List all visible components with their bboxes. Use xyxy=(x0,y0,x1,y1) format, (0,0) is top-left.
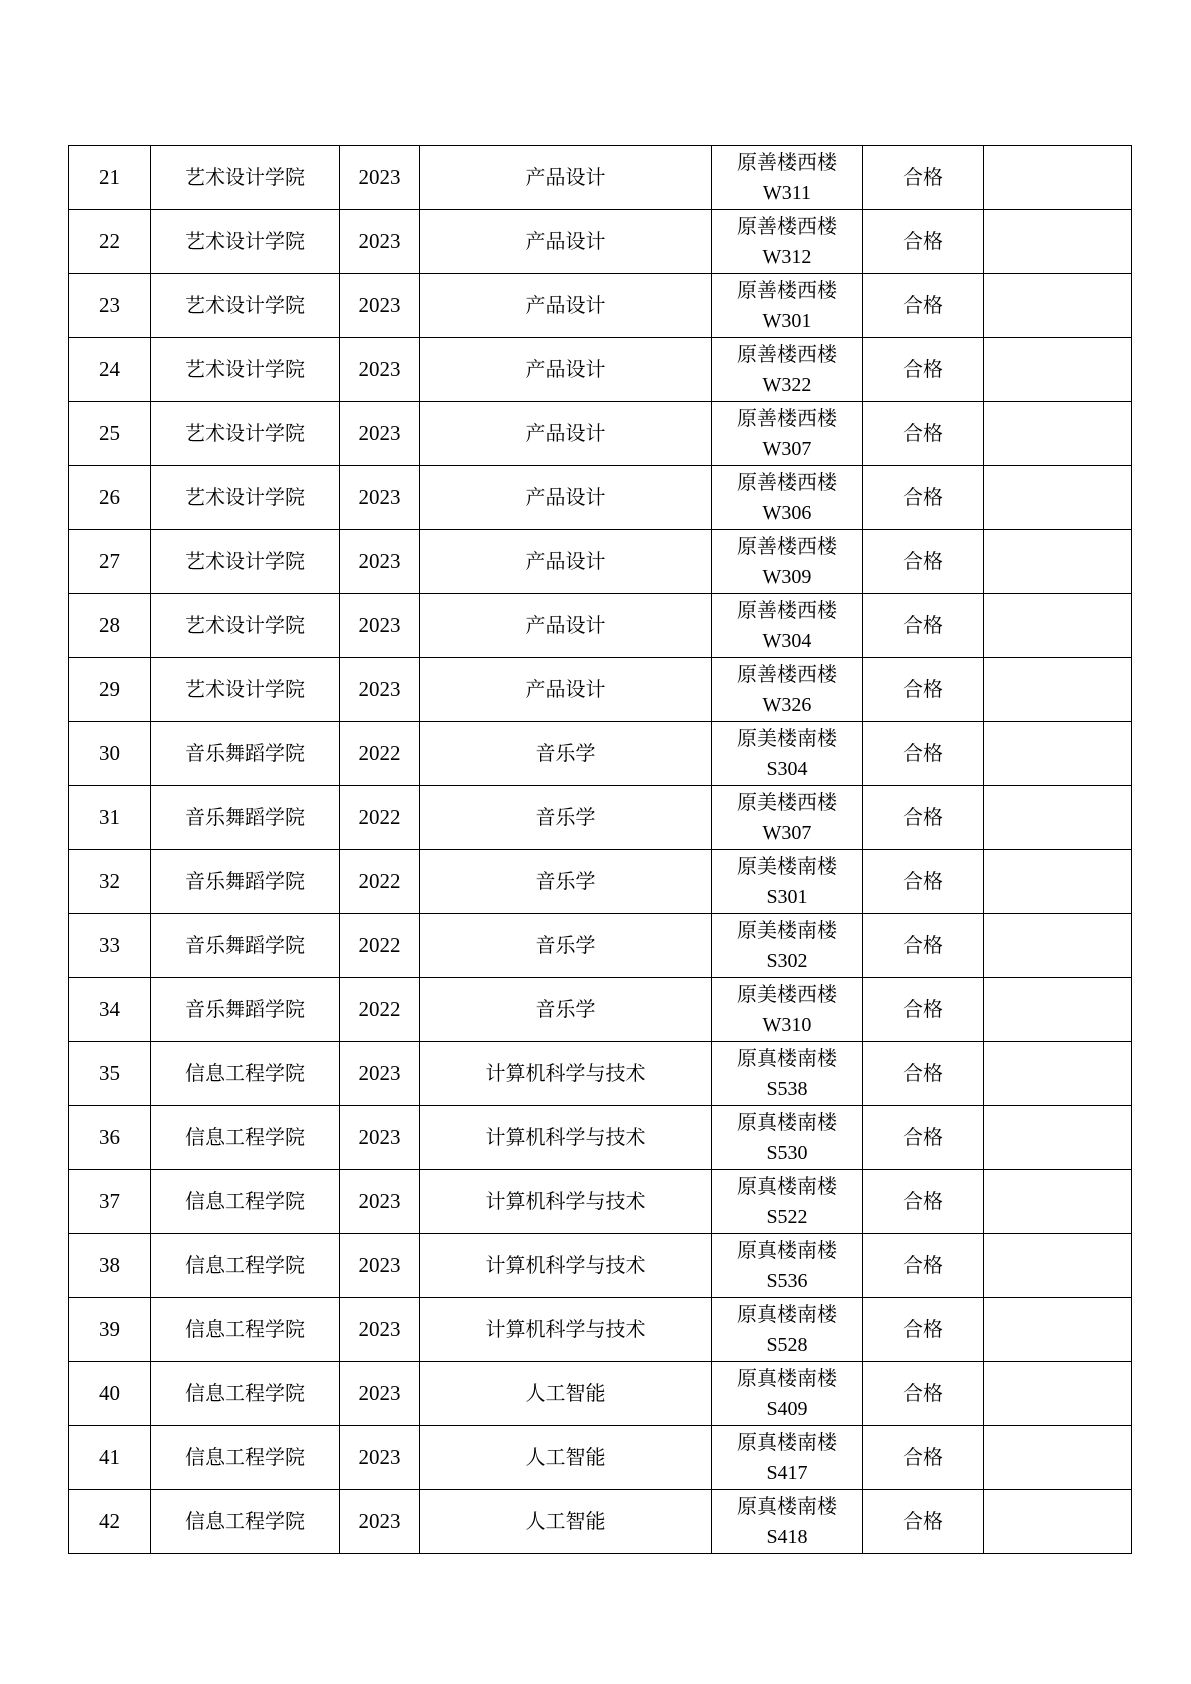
row-number-cell: 35 xyxy=(69,1042,151,1106)
remark-cell xyxy=(984,1426,1132,1490)
dorm-room-number: W311 xyxy=(762,181,812,204)
major-cell: 计算机科学与技术 xyxy=(420,1106,712,1170)
remark-cell xyxy=(984,850,1132,914)
major-cell: 产品设计 xyxy=(420,338,712,402)
college-cell: 艺术设计学院 xyxy=(151,658,340,722)
row-number-cell: 40 xyxy=(69,1362,151,1426)
dorm-room-number: W309 xyxy=(762,565,812,588)
remark-cell xyxy=(984,978,1132,1042)
table-row xyxy=(69,1106,1132,1170)
row-number-cell: 24 xyxy=(69,338,151,402)
table-row xyxy=(69,1426,1132,1490)
major-cell: 音乐学 xyxy=(420,978,712,1042)
major-cell: 产品设计 xyxy=(420,210,712,274)
table-row xyxy=(69,210,1132,274)
major-cell: 音乐学 xyxy=(420,914,712,978)
major-cell: 计算机科学与技术 xyxy=(420,1298,712,1362)
college-cell: 信息工程学院 xyxy=(151,1042,340,1106)
dorm-location-cell xyxy=(712,722,863,786)
row-number-cell: 26 xyxy=(69,466,151,530)
row-number-cell: 25 xyxy=(69,402,151,466)
dorm-room-number: S417 xyxy=(766,1461,808,1484)
major-cell: 产品设计 xyxy=(420,146,712,210)
college-cell: 艺术设计学院 xyxy=(151,210,340,274)
dorm-room-number: W322 xyxy=(762,373,812,396)
table-row xyxy=(69,786,1132,850)
college-cell: 音乐舞蹈学院 xyxy=(151,722,340,786)
remark-cell xyxy=(984,1042,1132,1106)
major-cell: 计算机科学与技术 xyxy=(420,1234,712,1298)
college-cell: 信息工程学院 xyxy=(151,1234,340,1298)
dormitory-inspection-table xyxy=(68,145,1132,1554)
remark-cell xyxy=(984,914,1132,978)
table-row xyxy=(69,274,1132,338)
college-cell: 音乐舞蹈学院 xyxy=(151,978,340,1042)
grade-year-cell: 2023 xyxy=(340,210,420,274)
dorm-room-number: W304 xyxy=(762,629,812,652)
dorm-room-number: S536 xyxy=(766,1269,808,1292)
dorm-room-number: S301 xyxy=(766,885,808,908)
dorm-building: 原真楼南楼 xyxy=(737,1173,837,1198)
dorm-room-number: S530 xyxy=(766,1141,808,1164)
major-cell: 产品设计 xyxy=(420,658,712,722)
result-cell: 合格 xyxy=(863,978,984,1042)
result-cell: 合格 xyxy=(863,1106,984,1170)
dorm-location-cell xyxy=(712,210,863,274)
row-number-cell: 38 xyxy=(69,1234,151,1298)
result-cell: 合格 xyxy=(863,1426,984,1490)
result-cell: 合格 xyxy=(863,1234,984,1298)
table-row xyxy=(69,402,1132,466)
dorm-room-number: W312 xyxy=(762,245,812,268)
grade-year-cell: 2023 xyxy=(340,1234,420,1298)
remark-cell xyxy=(984,210,1132,274)
result-cell: 合格 xyxy=(863,466,984,530)
college-cell: 信息工程学院 xyxy=(151,1426,340,1490)
row-number-cell: 41 xyxy=(69,1426,151,1490)
dorm-room-number: S538 xyxy=(766,1077,808,1100)
remark-cell xyxy=(984,722,1132,786)
dorm-location-cell xyxy=(712,1042,863,1106)
major-cell: 音乐学 xyxy=(420,786,712,850)
row-number-cell: 32 xyxy=(69,850,151,914)
remark-cell xyxy=(984,338,1132,402)
row-number-cell: 33 xyxy=(69,914,151,978)
remark-cell xyxy=(984,1362,1132,1426)
result-cell: 合格 xyxy=(863,1042,984,1106)
table-row xyxy=(69,722,1132,786)
dorm-location-cell xyxy=(712,338,863,402)
dorm-location-cell xyxy=(712,1234,863,1298)
dorm-room-number: W301 xyxy=(762,309,812,332)
major-cell: 产品设计 xyxy=(420,274,712,338)
college-cell: 音乐舞蹈学院 xyxy=(151,850,340,914)
row-number-cell: 28 xyxy=(69,594,151,658)
result-cell: 合格 xyxy=(863,722,984,786)
dorm-room-number: W306 xyxy=(762,501,812,524)
remark-cell xyxy=(984,786,1132,850)
remark-cell xyxy=(984,1234,1132,1298)
remark-cell xyxy=(984,466,1132,530)
dorm-room-number: S528 xyxy=(766,1333,808,1356)
grade-year-cell: 2023 xyxy=(340,338,420,402)
dorm-location-cell xyxy=(712,658,863,722)
college-cell: 信息工程学院 xyxy=(151,1298,340,1362)
row-number-cell: 39 xyxy=(69,1298,151,1362)
dorm-building: 原美楼西楼 xyxy=(737,789,837,814)
dorm-location-cell xyxy=(712,274,863,338)
dorm-location-cell xyxy=(712,1490,863,1554)
result-cell: 合格 xyxy=(863,594,984,658)
result-cell: 合格 xyxy=(863,1298,984,1362)
result-cell: 合格 xyxy=(863,914,984,978)
dorm-building: 原真楼南楼 xyxy=(737,1301,837,1326)
dorm-location-cell xyxy=(712,1298,863,1362)
dorm-location-cell xyxy=(712,466,863,530)
table-body xyxy=(69,146,1132,1554)
result-cell: 合格 xyxy=(863,786,984,850)
grade-year-cell: 2023 xyxy=(340,1490,420,1554)
dorm-building: 原美楼南楼 xyxy=(737,853,837,878)
dorm-building: 原美楼南楼 xyxy=(737,917,837,942)
result-cell: 合格 xyxy=(863,146,984,210)
dorm-location-cell xyxy=(712,1170,863,1234)
remark-cell xyxy=(984,146,1132,210)
dorm-location-cell xyxy=(712,786,863,850)
dorm-room-number: S522 xyxy=(766,1205,808,1228)
result-cell: 合格 xyxy=(863,1170,984,1234)
table-row xyxy=(69,914,1132,978)
result-cell: 合格 xyxy=(863,530,984,594)
major-cell: 音乐学 xyxy=(420,850,712,914)
remark-cell xyxy=(984,274,1132,338)
college-cell: 艺术设计学院 xyxy=(151,466,340,530)
remark-cell xyxy=(984,594,1132,658)
dorm-location-cell xyxy=(712,146,863,210)
dorm-room-number: S304 xyxy=(766,757,808,780)
table-row xyxy=(69,1298,1132,1362)
remark-cell xyxy=(984,658,1132,722)
dorm-room-number: W307 xyxy=(762,437,812,460)
dorm-location-cell xyxy=(712,850,863,914)
table-row xyxy=(69,1042,1132,1106)
grade-year-cell: 2023 xyxy=(340,466,420,530)
major-cell: 计算机科学与技术 xyxy=(420,1042,712,1106)
dorm-building: 原真楼南楼 xyxy=(737,1365,837,1390)
table-row xyxy=(69,1234,1132,1298)
college-cell: 信息工程学院 xyxy=(151,1170,340,1234)
row-number-cell: 27 xyxy=(69,530,151,594)
dorm-building: 原善楼西楼 xyxy=(737,277,837,302)
dorm-location-cell xyxy=(712,594,863,658)
row-number-cell: 36 xyxy=(69,1106,151,1170)
result-cell: 合格 xyxy=(863,1490,984,1554)
remark-cell xyxy=(984,1490,1132,1554)
grade-year-cell: 2022 xyxy=(340,914,420,978)
dorm-building: 原善楼西楼 xyxy=(737,469,837,494)
table-row xyxy=(69,658,1132,722)
dorm-building: 原美楼南楼 xyxy=(737,725,837,750)
dorm-location-cell xyxy=(712,402,863,466)
row-number-cell: 29 xyxy=(69,658,151,722)
college-cell: 艺术设计学院 xyxy=(151,402,340,466)
table-row xyxy=(69,1170,1132,1234)
table-row xyxy=(69,594,1132,658)
grade-year-cell: 2022 xyxy=(340,722,420,786)
grade-year-cell: 2023 xyxy=(340,146,420,210)
dorm-building: 原真楼南楼 xyxy=(737,1493,837,1518)
grade-year-cell: 2023 xyxy=(340,1042,420,1106)
college-cell: 艺术设计学院 xyxy=(151,338,340,402)
college-cell: 艺术设计学院 xyxy=(151,530,340,594)
dorm-building: 原真楼南楼 xyxy=(737,1237,837,1262)
dorm-building: 原美楼西楼 xyxy=(737,981,837,1006)
table-row xyxy=(69,1362,1132,1426)
dorm-location-cell xyxy=(712,914,863,978)
college-cell: 信息工程学院 xyxy=(151,1362,340,1426)
college-cell: 音乐舞蹈学院 xyxy=(151,914,340,978)
grade-year-cell: 2023 xyxy=(340,658,420,722)
grade-year-cell: 2022 xyxy=(340,978,420,1042)
dorm-building: 原善楼西楼 xyxy=(737,405,837,430)
grade-year-cell: 2023 xyxy=(340,402,420,466)
dorm-location-cell xyxy=(712,1106,863,1170)
dorm-location-cell xyxy=(712,530,863,594)
grade-year-cell: 2023 xyxy=(340,594,420,658)
major-cell: 产品设计 xyxy=(420,594,712,658)
grade-year-cell: 2023 xyxy=(340,530,420,594)
major-cell: 人工智能 xyxy=(420,1362,712,1426)
dorm-building: 原善楼西楼 xyxy=(737,341,837,366)
dorm-building: 原善楼西楼 xyxy=(737,597,837,622)
result-cell: 合格 xyxy=(863,402,984,466)
remark-cell xyxy=(984,402,1132,466)
dorm-room-number: W307 xyxy=(762,821,812,844)
college-cell: 信息工程学院 xyxy=(151,1490,340,1554)
remark-cell xyxy=(984,1298,1132,1362)
table-row xyxy=(69,850,1132,914)
grade-year-cell: 2023 xyxy=(340,1170,420,1234)
dorm-location-cell xyxy=(712,1362,863,1426)
table-row xyxy=(69,466,1132,530)
college-cell: 信息工程学院 xyxy=(151,1106,340,1170)
row-number-cell: 31 xyxy=(69,786,151,850)
grade-year-cell: 2023 xyxy=(340,1362,420,1426)
dorm-building: 原真楼南楼 xyxy=(737,1045,837,1070)
dorm-location-cell xyxy=(712,1426,863,1490)
dorm-room-number: W326 xyxy=(762,693,812,716)
dorm-room-number: S409 xyxy=(766,1397,808,1420)
college-cell: 音乐舞蹈学院 xyxy=(151,786,340,850)
major-cell: 产品设计 xyxy=(420,466,712,530)
major-cell: 产品设计 xyxy=(420,530,712,594)
remark-cell xyxy=(984,1106,1132,1170)
dorm-room-number: W310 xyxy=(762,1013,812,1036)
table-row xyxy=(69,1490,1132,1554)
dorm-building: 原善楼西楼 xyxy=(737,661,837,686)
grade-year-cell: 2023 xyxy=(340,1298,420,1362)
row-number-cell: 37 xyxy=(69,1170,151,1234)
row-number-cell: 34 xyxy=(69,978,151,1042)
college-cell: 艺术设计学院 xyxy=(151,594,340,658)
table-row xyxy=(69,338,1132,402)
table-row xyxy=(69,146,1132,210)
college-cell: 艺术设计学院 xyxy=(151,146,340,210)
remark-cell xyxy=(984,530,1132,594)
major-cell: 人工智能 xyxy=(420,1426,712,1490)
grade-year-cell: 2023 xyxy=(340,1426,420,1490)
major-cell: 产品设计 xyxy=(420,402,712,466)
dorm-location-cell xyxy=(712,978,863,1042)
grade-year-cell: 2023 xyxy=(340,1106,420,1170)
row-number-cell: 23 xyxy=(69,274,151,338)
table-row xyxy=(69,530,1132,594)
table-row xyxy=(69,978,1132,1042)
row-number-cell: 22 xyxy=(69,210,151,274)
result-cell: 合格 xyxy=(863,338,984,402)
remark-cell xyxy=(984,1170,1132,1234)
dorm-building: 原善楼西楼 xyxy=(737,149,837,174)
row-number-cell: 21 xyxy=(69,146,151,210)
grade-year-cell: 2022 xyxy=(340,786,420,850)
result-cell: 合格 xyxy=(863,850,984,914)
result-cell: 合格 xyxy=(863,1362,984,1426)
row-number-cell: 30 xyxy=(69,722,151,786)
dorm-building: 原真楼南楼 xyxy=(737,1109,837,1134)
dorm-room-number: S302 xyxy=(766,949,808,972)
dorm-building: 原善楼西楼 xyxy=(737,213,837,238)
row-number-cell: 42 xyxy=(69,1490,151,1554)
grade-year-cell: 2022 xyxy=(340,850,420,914)
dorm-room-number: S418 xyxy=(766,1525,808,1548)
dorm-building: 原真楼南楼 xyxy=(737,1429,837,1454)
major-cell: 计算机科学与技术 xyxy=(420,1170,712,1234)
dorm-building: 原善楼西楼 xyxy=(737,533,837,558)
grade-year-cell: 2023 xyxy=(340,274,420,338)
college-cell: 艺术设计学院 xyxy=(151,274,340,338)
result-cell: 合格 xyxy=(863,210,984,274)
result-cell: 合格 xyxy=(863,658,984,722)
result-cell: 合格 xyxy=(863,274,984,338)
major-cell: 人工智能 xyxy=(420,1490,712,1554)
major-cell: 音乐学 xyxy=(420,722,712,786)
